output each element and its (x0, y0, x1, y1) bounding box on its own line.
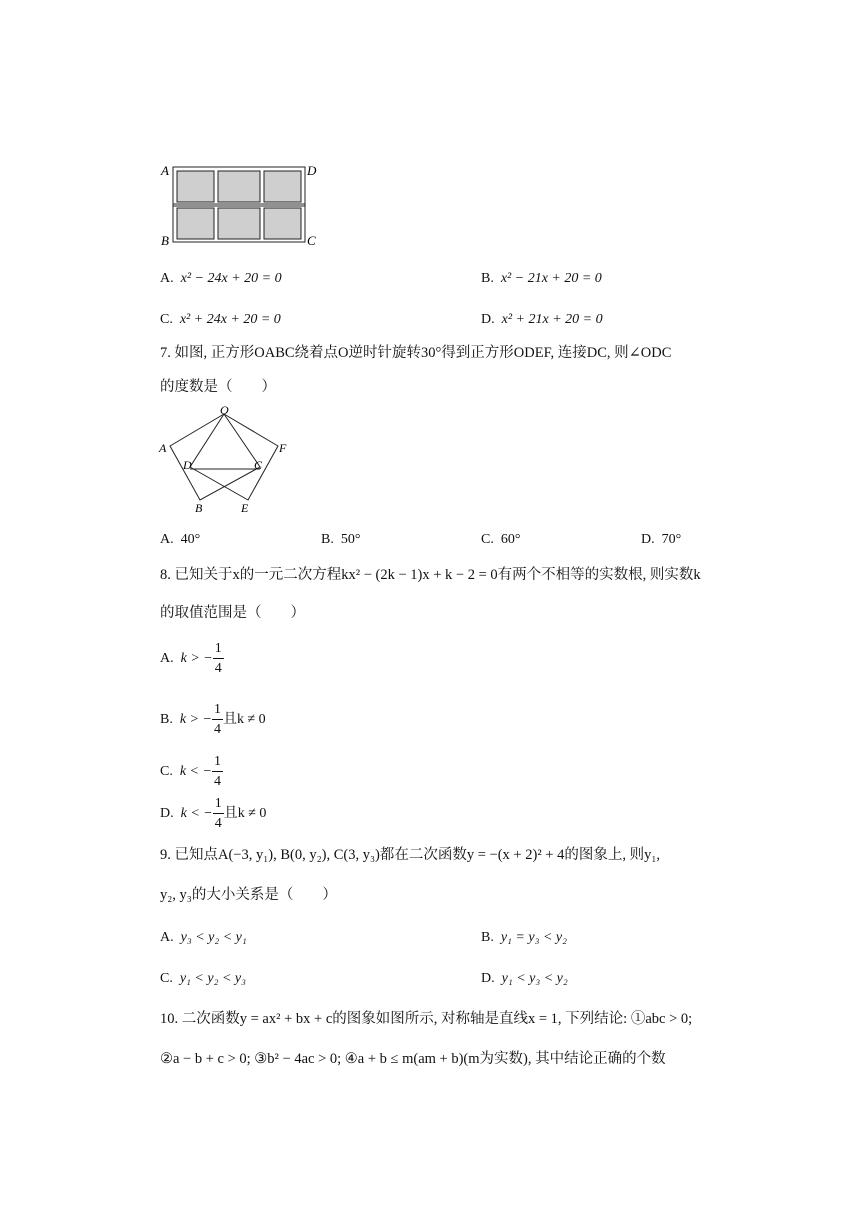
rotated-squares-figure (150, 402, 300, 520)
q9-option-c: C. y₁ < y₂ < y₃ (160, 971, 246, 986)
shaded-square (218, 171, 260, 202)
fraction: $\frac{1}{4}$ (214, 796, 222, 831)
q6-option-d: D. x² + 21x + 20 = 0 (481, 312, 603, 327)
q6-option-b: B. x² − 21x + 20 = 0 (481, 271, 602, 286)
shaded-square (264, 208, 301, 239)
label-o: O (220, 403, 229, 417)
label-c: C (307, 233, 316, 248)
q7-stem-line2: 的度数是（ ） (160, 379, 276, 395)
fraction: $\frac{1}{4}$ (213, 754, 221, 789)
q8-option-c: C. k < − $\frac{1}{4}$ (160, 754, 221, 789)
label-f: F (279, 441, 287, 455)
label-a: A (159, 441, 167, 455)
shaded-square (177, 208, 214, 239)
q8-option-a: A. k > − $\frac{1}{4}$ (160, 641, 222, 676)
q8-stem-line2: 的取值范围是（ ） (160, 605, 305, 621)
q9-stem-line1: 9. 已知点A(−3, y₁), B(0, y₂), C(3, y₃)都在二次函数y = −(x + 2)² + 4的图象上, 则y₁, (160, 847, 661, 863)
fraction: $\frac{1}{4}$ (214, 641, 222, 676)
q7-option-d: D. 70° (641, 532, 682, 547)
q9-option-b: B. y₁ = y₃ < y₂ (481, 930, 567, 945)
label-e: E (241, 501, 249, 515)
label-c: C (254, 458, 263, 472)
rectangle-figure (150, 155, 330, 260)
q9-option-a: A. y₃ < y₂ < y₁ (160, 930, 247, 945)
shaded-square (264, 171, 301, 202)
label-d: D (183, 458, 192, 472)
q9-option-d: D. y₁ < y₃ < y₂ (481, 971, 568, 986)
q9-stem-line2: y₂, y₃的大小关系是（ ） (160, 887, 337, 903)
q7-stem-line1: 7. 如图, 正方形OABC绕着点O逆时针旋转30°得到正方形ODEF, 连接DC, 则∠ODC (160, 345, 672, 361)
fraction: $\frac{1}{4}$ (213, 702, 221, 737)
label-b: B (195, 501, 203, 515)
shaded-square (218, 208, 260, 239)
q7-option-a: A. 40° (160, 532, 201, 547)
shaded-square (177, 171, 214, 202)
label-d: D (307, 163, 317, 178)
q10-stem-line2: ②a − b + c > 0; ③b² − 4ac > 0; ④a + b ≤ m(am + b)(m为实数), 其中结论正确的个数 (160, 1051, 666, 1067)
q7-option-b: B. 50° (321, 532, 361, 547)
q8-stem-line1: 8. 已知关于x的一元二次方程kx² − (2k − 1)x + k − 2 = 0有两个不相等的实数根, 则实数k (160, 567, 701, 583)
q8-option-b: B. k > − $\frac{1}{4}$ 且k ≠ 0 (160, 702, 266, 737)
q7-option-c: C. 60° (481, 532, 521, 547)
q10-stem-line1: 10. 二次函数y = ax² + bx + c的图象如图所示, 对称轴是直线x = 1, 下列结论: ①abc > 0; (160, 1011, 693, 1027)
q6-option-a: A. x² − 24x + 20 = 0 (160, 271, 282, 286)
label-a: A (161, 163, 169, 178)
q6-option-c: C. x² + 24x + 20 = 0 (160, 312, 281, 327)
q8-option-d: D. k < − $\frac{1}{4}$ 且k ≠ 0 (160, 796, 267, 831)
label-b: B (161, 233, 169, 248)
